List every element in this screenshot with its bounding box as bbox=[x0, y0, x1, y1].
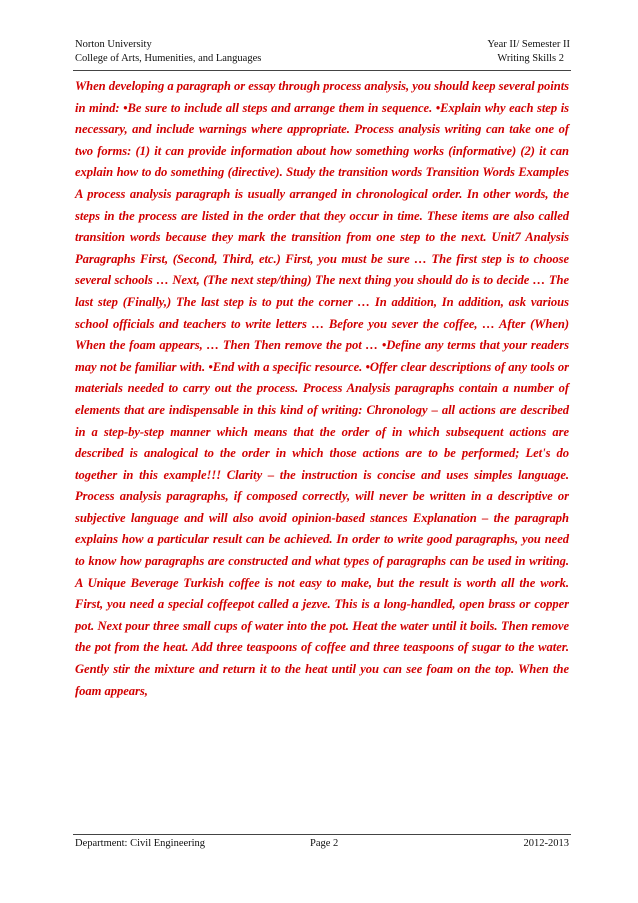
header-course: Writing Skills 2 bbox=[497, 53, 564, 64]
page-footer bbox=[75, 837, 569, 851]
footer-divider bbox=[73, 834, 571, 835]
footer-page-number: Page 2 bbox=[310, 838, 339, 849]
header-row-top bbox=[75, 38, 570, 52]
header-year-semester: Year II/ Semester II bbox=[487, 39, 570, 50]
footer-years: 2012-2013 bbox=[523, 838, 569, 849]
body-paragraph: When developing a paragraph or essay through process analysis, you should keep several points in mind: •Be sure to include all steps and arrange them in sequence. •Explain why each step is necessary, and include warnings where appropriate. Process analysis writing can take one of two forms: (1) it can provide information about how something works (informative) (2) it can explain how to do something (directive). Study the transition words Transition Words Examples A process analysis paragraph is usually arranged in chronological order. In other words, the steps in the process are listed in the order that they occur in time. These items are also called transition words because they mark the transition from one step to the next. Unit7 Analysis Paragraphs First, (Second, Third, etc.) First, you must be sure … The first step is to choose several schools … Next, (The next step/thing) The next thing you should do is to decide … The last step (Finally,) The last step is to put the corner … In addition, In addition, ask various school officials and teachers to write letters … Before you sever the coffee, … After (When) When the foam appears, … Then Then remove the pot … •Define any terms that your readers may not be familiar with. •End with a specific resource. •Offer clear descriptions of any tools or materials needed to carry out the process. Process Analysis paragraphs contain a number of elements that are indispensable in this kind of writing: Chronology – all actions are described in a step-by-step manner which means that the order of in which subsequent actions are described is analogical to the order in which those actions are to be performed; Let's do together in this example!!! Clarity – the instruction is concise and uses simples language. Process analysis paragraphs, if composed correctly, will never be written in a descriptive or subjective language and will also avoid opinion-based stances Explanation – the paragraph explains how a particular result can be achieved. In order to write good paragraphs, you need to know how paragraphs are constructed and what types of paragraphs can be used in writing. A Unique Beverage Turkish coffee is not easy to make, but the result is worth all the work. First, you need a special coffeepot called a jezve. This is a long-handled, open brass or copper pot. Next pour three small cups of water into the pot. Heat the water until it boils. Then remove the pot from the heat. Add three teaspoons of coffee and three teaspoons of sugar to the water. Gently stir the mixture and return it to the heat until you can see foam on the top. When the foam appears, bbox=[75, 79, 569, 698]
header-divider bbox=[73, 70, 571, 71]
header-university: Norton University bbox=[75, 39, 152, 50]
page-header bbox=[75, 38, 570, 66]
header-row-bottom bbox=[75, 52, 570, 66]
footer-department: Department: Civil Engineering bbox=[75, 838, 206, 849]
header-college: College of Arts, Humenities, and Languages bbox=[75, 53, 262, 64]
